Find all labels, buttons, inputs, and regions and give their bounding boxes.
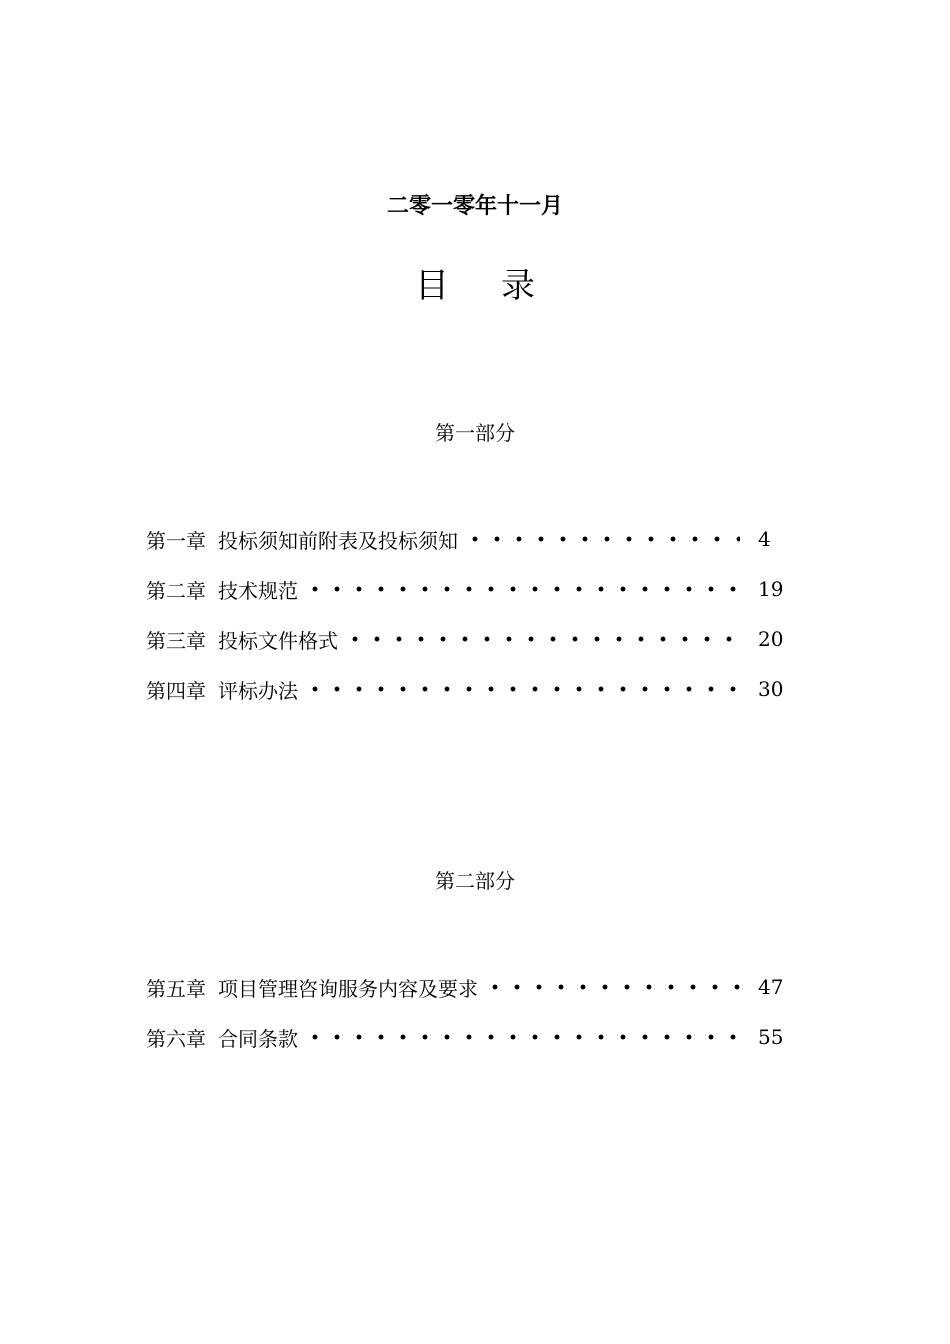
chapter-title: 合同条款 bbox=[218, 1026, 298, 1051]
dot-leader bbox=[484, 975, 740, 999]
toc-list-part-2 bbox=[146, 962, 786, 1062]
dot-leader bbox=[304, 577, 740, 601]
chapter-number: 第一章 bbox=[146, 528, 206, 553]
toc-entry-chapter-1[interactable] bbox=[146, 514, 786, 564]
toc-entry-chapter-6[interactable] bbox=[146, 1012, 786, 1062]
toc-entry-chapter-4[interactable] bbox=[146, 664, 786, 714]
chapter-number: 第六章 bbox=[146, 1026, 206, 1051]
chapter-title: 投标须知前附表及投标须知 bbox=[218, 528, 458, 553]
page-number: 20 bbox=[758, 627, 784, 651]
page-number: 30 bbox=[758, 677, 784, 701]
toc-entry-chapter-5[interactable] bbox=[146, 962, 786, 1012]
dot-leader bbox=[304, 1025, 740, 1049]
page-number: 55 bbox=[758, 1025, 784, 1049]
chapter-title: 技术规范 bbox=[218, 578, 298, 603]
part-2-title: 第二部分 bbox=[435, 869, 515, 893]
dot-leader bbox=[464, 527, 740, 551]
page-number: 4 bbox=[758, 527, 771, 551]
chapter-number: 第五章 bbox=[146, 976, 206, 1001]
chapter-title: 评标办法 bbox=[218, 678, 298, 703]
chapter-number: 第四章 bbox=[146, 678, 206, 703]
chapter-number: 第二章 bbox=[146, 578, 206, 603]
page-number: 47 bbox=[758, 975, 784, 999]
toc-entry-chapter-3[interactable] bbox=[146, 614, 786, 664]
page-number: 19 bbox=[758, 577, 784, 601]
part-1-title: 第一部分 bbox=[435, 421, 515, 445]
dot-leader bbox=[344, 627, 740, 651]
toc-list-part-1 bbox=[146, 514, 786, 714]
chapter-number: 第三章 bbox=[146, 628, 206, 653]
chapter-title: 项目管理咨询服务内容及要求 bbox=[218, 976, 478, 1001]
toc-entry-chapter-2[interactable] bbox=[146, 564, 786, 614]
toc-heading: 目录 bbox=[415, 266, 587, 306]
document-date: 二零一零年十一月 bbox=[386, 194, 563, 219]
chapter-title: 投标文件格式 bbox=[218, 628, 338, 653]
dot-leader bbox=[304, 677, 740, 701]
